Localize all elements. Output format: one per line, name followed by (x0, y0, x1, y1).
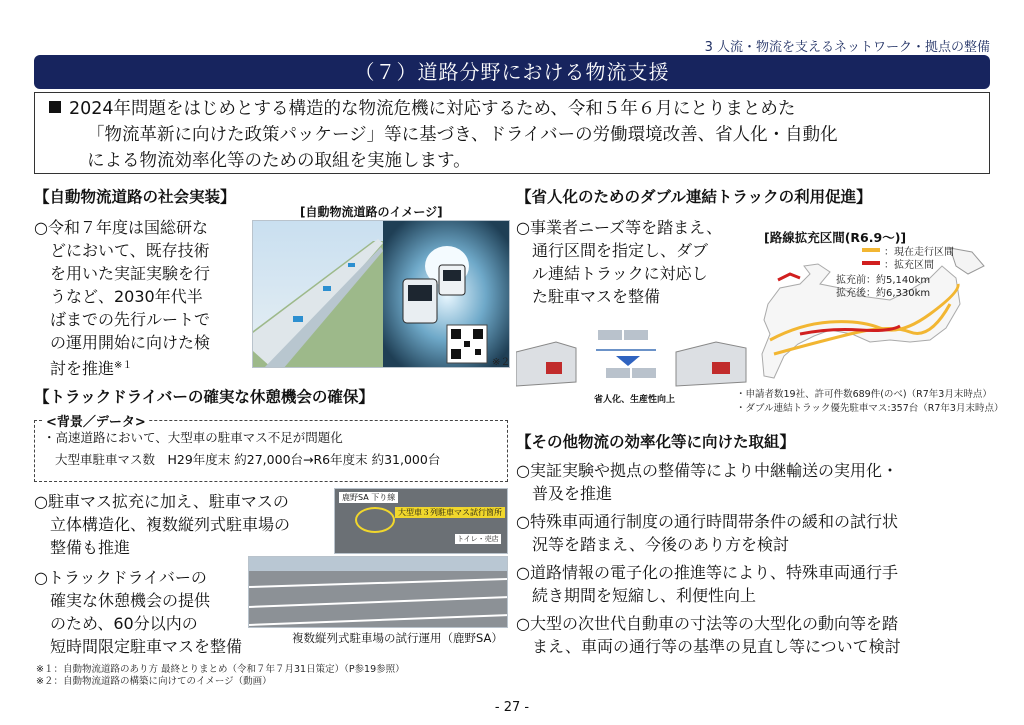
other-heading: 【その他物流の効率化等に向けた取組】 (516, 433, 796, 451)
diagram-caption: 省人化、生産性向上 (594, 395, 676, 405)
rest-line: 立体構造化、複数縦列式駐車場の (50, 515, 291, 534)
other-item: ○大型の次世代自動車の寸法等の大型化の動向等を踏 まえ、車両の通行等の基準の見直し等について検討 (516, 614, 901, 656)
photo-label-3: トイレ・売店 (457, 535, 499, 543)
legend-expand-swatch (862, 261, 880, 265)
background-data-box (34, 415, 508, 482)
rest-line: 整備も推進 (50, 538, 131, 557)
legend-current: ：現在走行区間 (862, 246, 954, 259)
footnote-1: ※１：自動物流道路のあり方 最終とりまとめ（令和７年７月31日策定）（P参19参照） (36, 664, 405, 675)
double-paragraph (516, 216, 766, 308)
parking-aerial-photo (334, 488, 508, 554)
bullet-square-icon (49, 101, 61, 113)
parking-diagram (516, 322, 756, 392)
auto-road-line: ばまでの先行ルートで (50, 310, 211, 329)
auto-road-line: の運用開始に向けた検 (50, 333, 211, 352)
other-item: ○実証実験や拠点の整備等により中継輸送の実用化・ 普及を推進 (516, 461, 898, 503)
rest-line: 確実な休憩機会の提供 (50, 591, 211, 610)
length-after: 拡充後：約6,330km (836, 288, 931, 299)
auto-road-paragraph (34, 216, 254, 380)
legend-current-swatch (862, 248, 880, 252)
other-item: ○特殊車両通行制度の通行時間帯条件の緩和の試行状 況等を踏まえ、今後のあり方を検討 (516, 512, 898, 554)
page-number: - 27 - (494, 700, 530, 715)
rest-line: のため、60分以内の (50, 614, 198, 633)
photo-label-1: 鹿野SA 下り線 (339, 492, 398, 503)
footnote-2: ※２：自動物流道路の構築に向けてのイメージ（動画） (36, 676, 272, 687)
rest-heading: 【トラックドライバーの確実な休憩機会の確保】 (34, 388, 374, 406)
other-list (516, 459, 990, 658)
photo-label-2: 大型車３列駐車マス試行箇所 (395, 507, 505, 518)
parking-ground-photo (248, 556, 508, 628)
background-line-1: ・高速道路において、大型車の駐車マス不足が問題化 (43, 430, 343, 445)
double-line: ル連結トラックに対応し (532, 264, 708, 283)
map-title: [路線拡充区間(R6.9〜)] (764, 230, 907, 245)
footnote-mark: ※１ (114, 360, 133, 371)
double-truck-parking-illustration (516, 322, 756, 392)
auto-road-image (252, 220, 510, 368)
intro-line-1: 2024年問題をはじめとする構造的な物流危機に対応するため、令和５年６月にとりまとめた (49, 96, 979, 122)
double-heading: 【省人化のためのダブル連結トラックの利用促進】 (516, 188, 872, 206)
auto-road-line: ○令和７年度は国総研な (34, 218, 208, 237)
legend-expand: ：拡充区間 (862, 259, 934, 272)
background-line-2: 大型車駐車マス数 H29年度末 約27,000台→R6年度末 約31,000台 (55, 452, 441, 467)
page-title: （７）道路分野における物流支援 (34, 55, 990, 89)
auto-road-line: どにおいて、既存技術 (50, 241, 210, 260)
double-line: 通行区間を指定し、ダブ (532, 241, 709, 260)
rest-paragraph-1 (34, 490, 344, 559)
double-line: た駐車マスを整備 (532, 287, 661, 306)
auto-road-line: を用いた実証実験を行 (50, 264, 211, 283)
highlight-ellipse (355, 507, 395, 533)
rest-line: ○トラックドライバーの (34, 568, 207, 587)
auto-road-line: 討を推進 (50, 359, 115, 378)
section-label: 3 人流・物流を支えるネットワーク・拠点の整備 (704, 40, 990, 55)
intro-box (34, 92, 990, 174)
rest-line: 短時間限定駐車マスを整備 (50, 637, 243, 656)
parking-photo-caption: 複数縦列式駐車場の試行運用（鹿野SA） (292, 631, 503, 645)
double-line: ○事業者ニーズ等を踏まえ、 (516, 218, 723, 237)
rest-line: ○駐車マス拡充に加え、駐車マスの (34, 492, 289, 511)
qr-note: ※２ (492, 357, 511, 368)
auto-road-line: うなど、2030年代半 (50, 287, 203, 306)
auto-road-image-caption: [自動物流道路のイメージ] (300, 205, 443, 219)
parking-lanes-illustration (249, 557, 508, 628)
intro-line-3: による物流効率化等のための取組を実施します。 (87, 151, 471, 171)
double-note-1: ・申請者数19社、許可件数689件(のべ)（R7年3月末時点） (736, 389, 992, 400)
background-title: <背景／データ> (43, 411, 149, 430)
length-before: 拡充前：約5,140km (836, 275, 931, 286)
double-note-2: ・ダブル連結トラック優先駐車マス:357台（R7年3月末時点） (736, 403, 1004, 414)
auto-road-illustration (253, 221, 510, 368)
intro-line-2: 「物流革新に向けた政策パッケージ」等に基づき、ドライバーの労働環境改善、省人化・自動化 (87, 125, 838, 145)
other-item: ○道路情報の電子化の推進等により、特殊車両通行手 続き期間を短縮し、利便性向上 (516, 563, 898, 605)
auto-road-heading: 【自動物流道路の社会実装】 (34, 188, 236, 206)
